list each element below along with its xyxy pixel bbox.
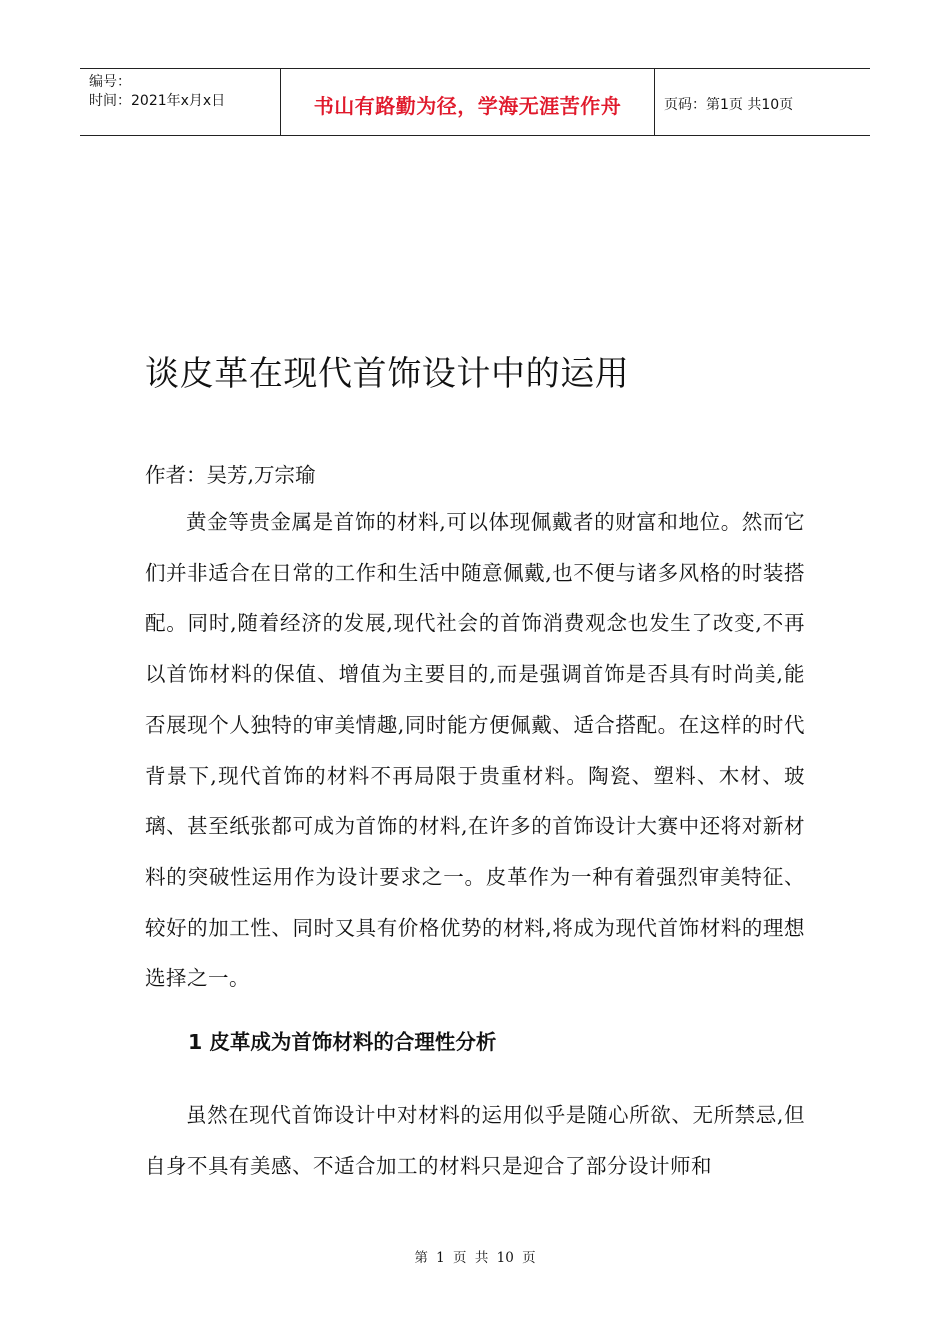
header-page-code: 页码：第1页 共10页 — [664, 97, 794, 113]
document-date: 时间：2021年x月x日 — [89, 93, 226, 109]
header-motto-cell — [281, 69, 655, 135]
section-heading-1: 1 皮革成为首饰材料的合理性分析 — [188, 1030, 497, 1054]
document-title: 谈皮革在现代首饰设计中的运用 — [145, 354, 630, 394]
body-paragraph-2: 虽然在现代首饰设计中对材料的运用似乎是随心所欲、无所禁忌,但自身不具有美感、不适合加工的材料只是迎合了部分设计师和 — [145, 1103, 805, 1178]
body-paragraph-1: 黄金等贵金属是首饰的材料,可以体现佩戴者的财富和地位。然而它们并非适合在日常的工作和生活中随意佩戴,也不便与诸多风格的时装搭配。同时,随着经济的发展,现代社会的首饰消费观念也发生了改变,不再以首饰材料的保值、增值为主要目的,而是强调首饰是否具有时尚美,能否展现个人独特的审美情趣,同时能方便佩戴、适合搭配。在这样的时代背景下,现代首饰的材料不再局限于贵重材料。陶瓷、塑料、木材、玻璃、甚至纸张都可成为首饰的材料,在许多的首饰设计大赛中还将对新材料的突破性运用作为设计要求之一。皮革作为一种有着强烈审美特征、较好的加工性、同时又具有价格优势的材料,将成为现代首饰材料的理想选择之一。 — [145, 510, 805, 991]
document-number-label: 编号： — [89, 74, 131, 90]
page-footer: 第 1 页 共 10 页 — [414, 1250, 536, 1266]
document-authors: 作者：吴芳,万宗瑜 — [145, 463, 316, 487]
page-header — [80, 68, 870, 136]
header-motto: 书山有路勤为径，学海无涯苦作舟 — [313, 93, 622, 118]
header-meta-cell — [80, 69, 281, 135]
header-page-cell — [655, 69, 870, 135]
